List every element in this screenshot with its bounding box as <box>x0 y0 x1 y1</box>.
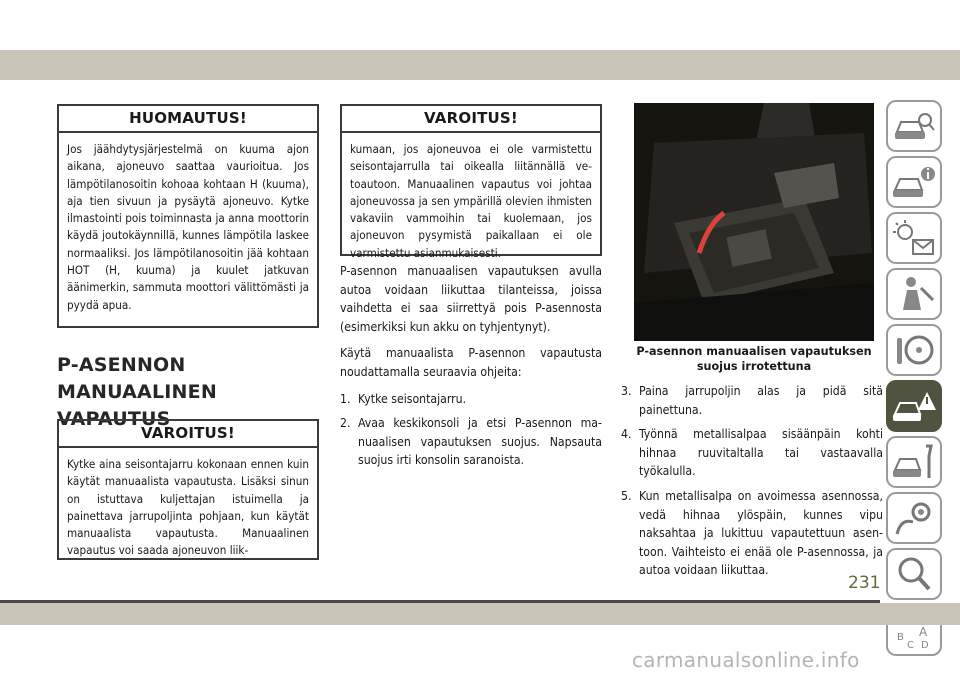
list-item <box>621 425 883 481</box>
warning-box-1 <box>57 419 319 560</box>
step-text: Kytke seisontajarru. <box>358 391 467 406</box>
notice-text: Jos jäähdytysjärjestelmä on kuuma ajon aikana, ajoneuvo saattaa vaurioitua. Jos lämpötilanosoitin kohoaa kohtaan H (kuuma), aja tien sivuun ja pysäytä ajoneuvo. Kytke ilmastointi pois toiminnasta ja anna moottorin käydä joutokäynnillä, kunnes lämpötila laskee normaaliksi. Jos lämpötilanosoitin jää kohtaan HOT (H, kuuma) ja kuulet jatkuvan äänimerkin, sammuta moottori välittömästi ja pyydä apua. <box>67 142 309 312</box>
caption-line-2: suojus irrotettuna <box>696 360 812 373</box>
notice-box <box>57 104 319 328</box>
console-photo <box>634 103 874 341</box>
magnifier-icon[interactable] <box>886 548 942 600</box>
warning-title-2: VAROITUS! <box>342 106 600 133</box>
svg-text:B: B <box>897 632 904 643</box>
step-text: Työnnä metallisalpaa sisäänpäin kohti hihnaa ruuvitaltalla tai vastaavalla työkalulla. <box>639 427 883 479</box>
middle-text <box>340 262 602 476</box>
car-tools-icon[interactable] <box>886 436 942 488</box>
lights-message-icon[interactable] <box>886 212 942 264</box>
warning-box-2 <box>340 104 602 260</box>
airbag-person-icon[interactable] <box>886 268 942 320</box>
caption-line-1: P-asennon manuaalisen vapautuksen <box>636 345 872 358</box>
page-number: 231 <box>848 573 881 593</box>
step-number: 4. <box>621 427 632 442</box>
warning-title-1: VAROITUS! <box>59 421 317 448</box>
notice-title: HUOMAUTUS! <box>59 106 317 133</box>
header-band <box>0 50 960 80</box>
car-info-icon[interactable] <box>886 156 942 208</box>
console-photo-illustration <box>634 103 874 341</box>
car-search-icon[interactable] <box>886 100 942 152</box>
footer-band <box>0 603 960 625</box>
steering-key-icon[interactable] <box>886 324 942 376</box>
step-number: 5. <box>621 488 632 503</box>
list-item <box>621 382 883 419</box>
right-steps <box>621 382 883 586</box>
car-warning-icon[interactable] <box>886 380 942 432</box>
step-text: Avaa keskikonsoli ja etsi P-asennon manuaalisen vapautuksen suojus. Napsauta suojus irti konsolin saranoista. <box>358 416 602 468</box>
watermark: carmanualsonline.info <box>632 648 860 672</box>
intro-paragraph: P-asennon manuaalisen vapautuksen avulla autoa voidaan liikuttaa tilanteissa, joissa vaihdetta ei saa siirrettyä pois P-asennosta (esimerkiksi kun akku on tyhjentynyt). <box>340 264 602 334</box>
warning-text-1: Kytke aina seisontajarru kokonaan ennen kuin käytät manuaalista vapautusta. Lisäksi sinun on istuttava kuljettajan istuimella ja painettava jarrupoljinta pohjaan, kun käytät manuaalista vapautusta. Manuaalinen vapautus voi saada ajoneuvon liik- <box>67 457 309 558</box>
chapter-sidebar <box>886 100 946 660</box>
step-number: 2. <box>340 416 351 431</box>
svg-text:D: D <box>921 640 929 650</box>
step-number: 1. <box>340 391 351 406</box>
list-item <box>340 414 602 470</box>
step-text: Kun metallisalpa on avoimessa asennossa, vedä hihnaa ylöspäin, kunnes vipu naksahtaa ja lukittuu vapautettuun asentoon. Vaihteisto ei enää ole P-asennossa, ja autoa voidaan liikuttaa. <box>639 488 883 578</box>
svg-text:C: C <box>907 640 914 650</box>
section-heading: P-ASENNON MANUAALINEN VAPAUTUS <box>57 354 217 430</box>
figure-caption <box>634 344 874 374</box>
list-item <box>621 487 883 580</box>
step-text: Paina jarrupoljin alas ja pidä sitä painettuna. <box>639 384 883 417</box>
list-item <box>340 390 602 409</box>
engine-gear-icon[interactable] <box>886 492 942 544</box>
instruction-paragraph: Käytä manuaalista P-asennon vapautusta noudattamalla seuraavia ohjeita: <box>340 346 602 379</box>
warning-text-2: kumaan, jos ajoneuvoa ei ole varmistettu seisontajarrulla tai oikealla liitännällä vetoautoon. Manuaalinen vapautus voi johtaa ajoneuvossa ja sen ympärillä olevien ihmisten vakaviin vammoihin tai kuolemaan, jos ajoneuvon pysymistä paikallaan ei ole varmistettu asianmukaisesti. <box>350 142 592 260</box>
step-number: 3. <box>621 384 632 398</box>
svg-text:A: A <box>919 625 928 639</box>
